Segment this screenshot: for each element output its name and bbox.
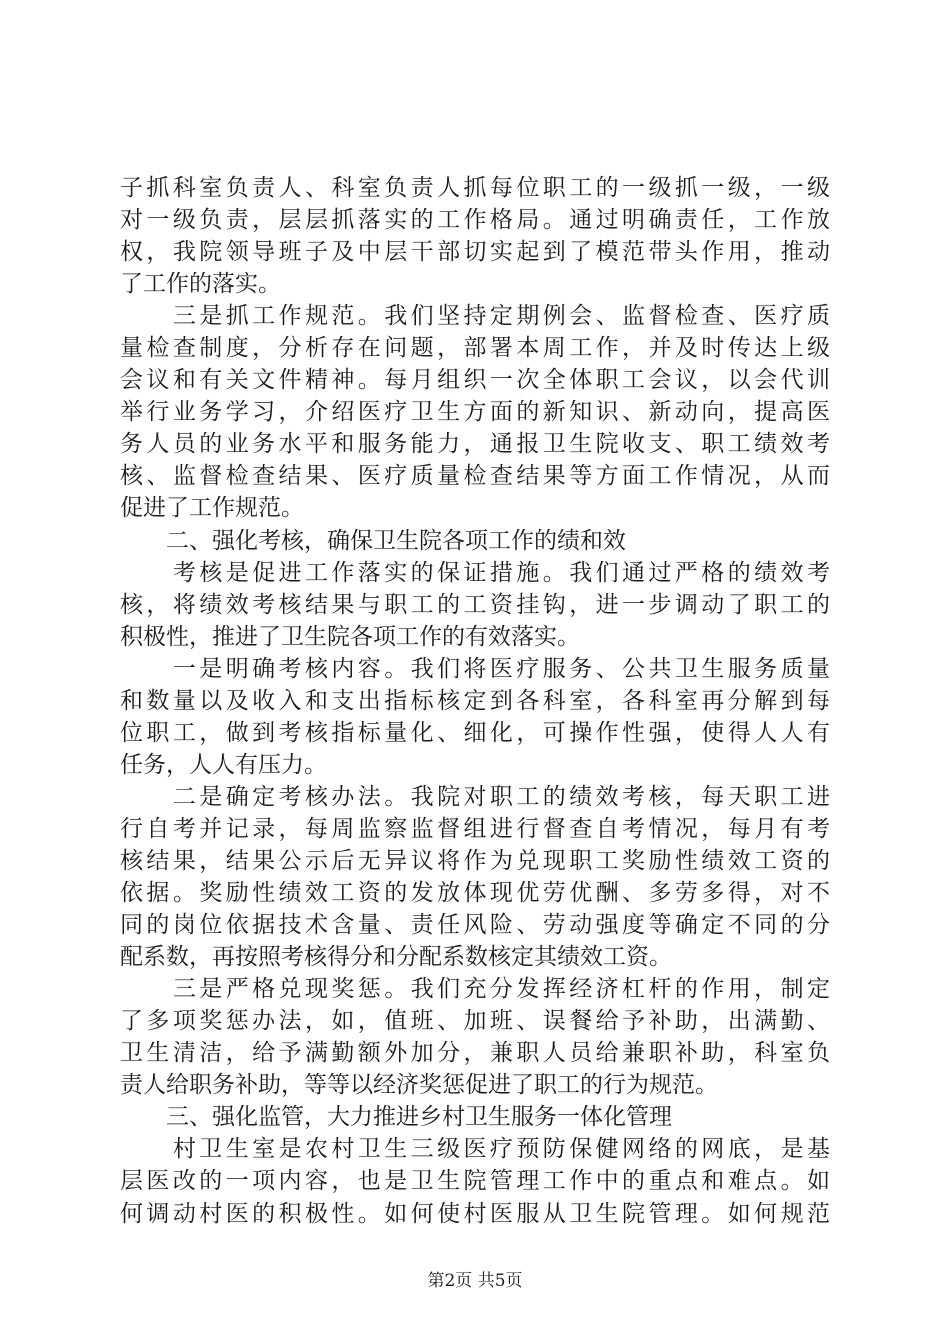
body-text [120, 172, 830, 1230]
text-line: 举行业务学习，介绍医疗卫生方面的新知识、新动向，提高医 [120, 399, 830, 426]
text-line: 核，将绩效考核结果与职工的工资挂钩，进一步调动了职工的 [120, 591, 830, 618]
text-line: 依据。奖励性绩效工资的发放体现优劳优酬、多劳多得，对不 [120, 880, 830, 907]
text-line: 行自考并记录，每周监察监督组进行督查自考情况，每月有考 [120, 815, 830, 842]
text-line: 层医改的一项内容，也是卫生院管理工作中的重点和难点。如 [120, 1168, 830, 1195]
text-line: 务人员的业务水平和服务能力，通报卫生院收支、职工绩效考 [120, 431, 830, 458]
text-line: 积极性，推进了卫生院各项工作的有效落实。 [120, 623, 580, 650]
page-footer: 第2页 共5页 [427, 1271, 523, 1291]
text-line: 位职工，做到考核指标量化、细化，可操作性强，使得人人有 [120, 719, 830, 746]
text-line: 同的岗位依据技术含量、责任风险、劳动强度等确定不同的分 [120, 912, 830, 939]
text-line: 二是确定考核办法。我院对职工的绩效考核，每天职工进 [120, 783, 830, 810]
text-line: 何调动村医的积极性。如何使村医服从卫生院管理。如何规范 [120, 1200, 830, 1227]
text-line: 核结果，结果公示后无异议将作为兑现职工奖励性绩效工资的 [120, 847, 830, 874]
text-line: 量检查制度，分析存在问题，部署本周工作，并及时传达上级 [120, 335, 830, 362]
text-line: 促进了工作规范。 [120, 495, 304, 522]
text-line: 了工作的落实。 [120, 271, 281, 298]
text-line: 三、强化监管，大力推进乡村卫生服务一体化管理 [120, 1104, 672, 1131]
text-line: 配系数，再按照考核得分和分配系数核定其绩效工资。 [120, 944, 672, 971]
text-line: 了多项奖惩办法，如，值班、加班、误餐给予补助，出满勤、 [120, 1008, 830, 1035]
text-line: 责人给职务补助，等等以经济奖惩促进了职工的行为规范。 [120, 1072, 718, 1099]
text-line: 会议和有关文件精神。每月组织一次全体职工会议，以会代训 [120, 367, 830, 394]
text-line: 一是明确考核内容。我们将医疗服务、公共卫生服务质量 [120, 655, 830, 682]
text-line: 三是抓工作规范。我们坚持定期例会、监督检查、医疗质 [120, 303, 830, 330]
text-line: 考核是促进工作落实的保证措施。我们通过严格的绩效考 [120, 559, 830, 586]
text-line: 任务，人人有压力。 [120, 751, 327, 778]
text-line: 对一级负责，层层抓落实的工作格局。通过明确责任，工作放 [120, 207, 830, 234]
text-line: 二、强化考核，确保卫生院各项工作的绩和效 [120, 527, 626, 554]
text-line: 子抓科室负责人、科室负责人抓每位职工的一级抓一级，一级 [120, 175, 830, 201]
text-line: 三是严格兑现奖惩。我们充分发挥经济杠杆的作用，制定 [120, 976, 830, 1003]
text-line: 核、监督检查结果、医疗质量检查结果等方面工作情况，从而 [120, 463, 830, 490]
text-line: 和数量以及收入和支出指标核定到各科室，各科室再分解到每 [120, 687, 830, 714]
text-line: 村卫生室是农村卫生三级医疗预防保健网络的网底，是基 [120, 1136, 830, 1163]
text-line: 权，我院领导班子及中层干部切实起到了模范带头作用，推动 [120, 239, 830, 266]
text-line: 卫生清洁，给予满勤额外加分，兼职人员给兼职补助，科室负 [120, 1040, 830, 1067]
